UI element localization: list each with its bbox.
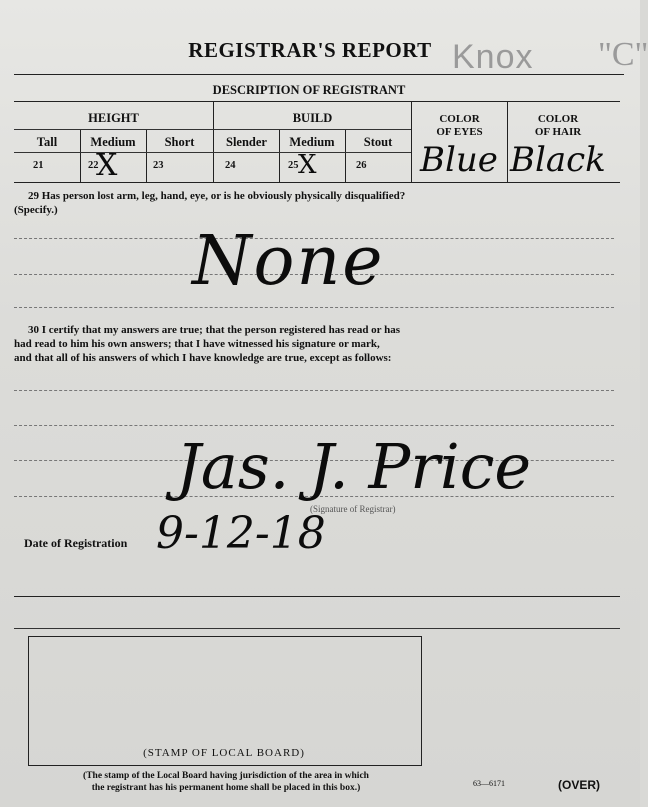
height-medium-mark: X <box>96 148 118 183</box>
box-number-22: 22 <box>88 160 99 171</box>
form-number: 63—6171 <box>473 779 505 788</box>
table-bottom-rule <box>14 182 620 183</box>
question-29-text: 29 Has person lost arm, leg, hand, eye, or is he obviously physically disqualified? <box>28 190 406 202</box>
build-heading: BUILD <box>292 111 333 125</box>
separator-rule <box>14 628 620 629</box>
hair-color-heading-line1: COLOR <box>537 113 579 125</box>
eye-color-heading <box>412 113 507 139</box>
stamp-instructions <box>26 770 426 794</box>
stamp-instructions-line-1: (The stamp of the Local Board having jurisdiction of the area in which <box>83 771 369 781</box>
height-tall-label: Tall <box>36 135 58 149</box>
build-medium-mark: X <box>298 150 317 180</box>
label-rule <box>14 152 411 153</box>
registration-date-value: 9-12-18 <box>156 508 326 559</box>
height-medium-label: Medium <box>90 135 136 149</box>
question-30-line-3: and that all of his answers of which I have knowledge are true, except as follows: <box>14 352 392 364</box>
height-short-label: Short <box>164 135 195 149</box>
build-stout-label: Stout <box>363 135 393 149</box>
box-number-23: 23 <box>153 160 164 171</box>
box-number-26: 26 <box>356 160 367 171</box>
form-title: REGISTRAR'S REPORT <box>188 38 432 62</box>
over-label: (OVER) <box>558 778 600 792</box>
question-30-line-2: had read to him his own answers; that I have witnessed his signature or mark, <box>14 338 380 350</box>
subheading-rule <box>14 129 411 130</box>
box-number-24: 24 <box>225 160 236 171</box>
question-29-specify: (Specify.) <box>14 204 58 216</box>
stamp-instructions-line-2: the registrant has his permanent home shall be placed in this box.) <box>91 783 361 793</box>
answer-line <box>14 425 614 426</box>
hair-color-heading <box>508 113 608 139</box>
box-number-21: 21 <box>33 160 44 171</box>
eye-color-value: Blue <box>420 140 498 180</box>
hair-color-heading-line2: OF HAIR <box>534 126 582 138</box>
county-code-stamp: "C" <box>598 36 648 73</box>
description-heading: DESCRIPTION OF REGISTRANT <box>212 83 406 97</box>
eye-color-heading-line2: OF EYES <box>436 126 483 138</box>
county-stamp: Knox <box>452 38 534 76</box>
registration-date-label: Date of Registration <box>24 536 128 550</box>
stamp-box-caption: (STAMP OF LOCAL BOARD) <box>143 747 305 759</box>
hair-color-value: Black <box>510 140 606 180</box>
build-slender-label: Slender <box>226 135 267 149</box>
question-29-answer: None <box>192 222 385 301</box>
separator-rule <box>14 596 620 597</box>
build-medium-label: Medium <box>289 135 335 149</box>
description-rule <box>14 101 620 102</box>
eye-color-heading-line1: COLOR <box>439 113 480 125</box>
answer-line <box>14 307 614 308</box>
height-heading: HEIGHT <box>88 111 139 125</box>
question-30-text <box>14 323 620 365</box>
signature-caption: (Signature of Registrar) <box>310 504 396 514</box>
question-30-line-1: 30 I certify that my answers are true; that the person registered has read or has <box>28 324 401 336</box>
box-number-25: 25 <box>288 160 299 171</box>
registrar-signature: Jas. J. Price <box>176 430 532 503</box>
top-rule <box>14 74 624 75</box>
answer-line <box>14 390 614 391</box>
